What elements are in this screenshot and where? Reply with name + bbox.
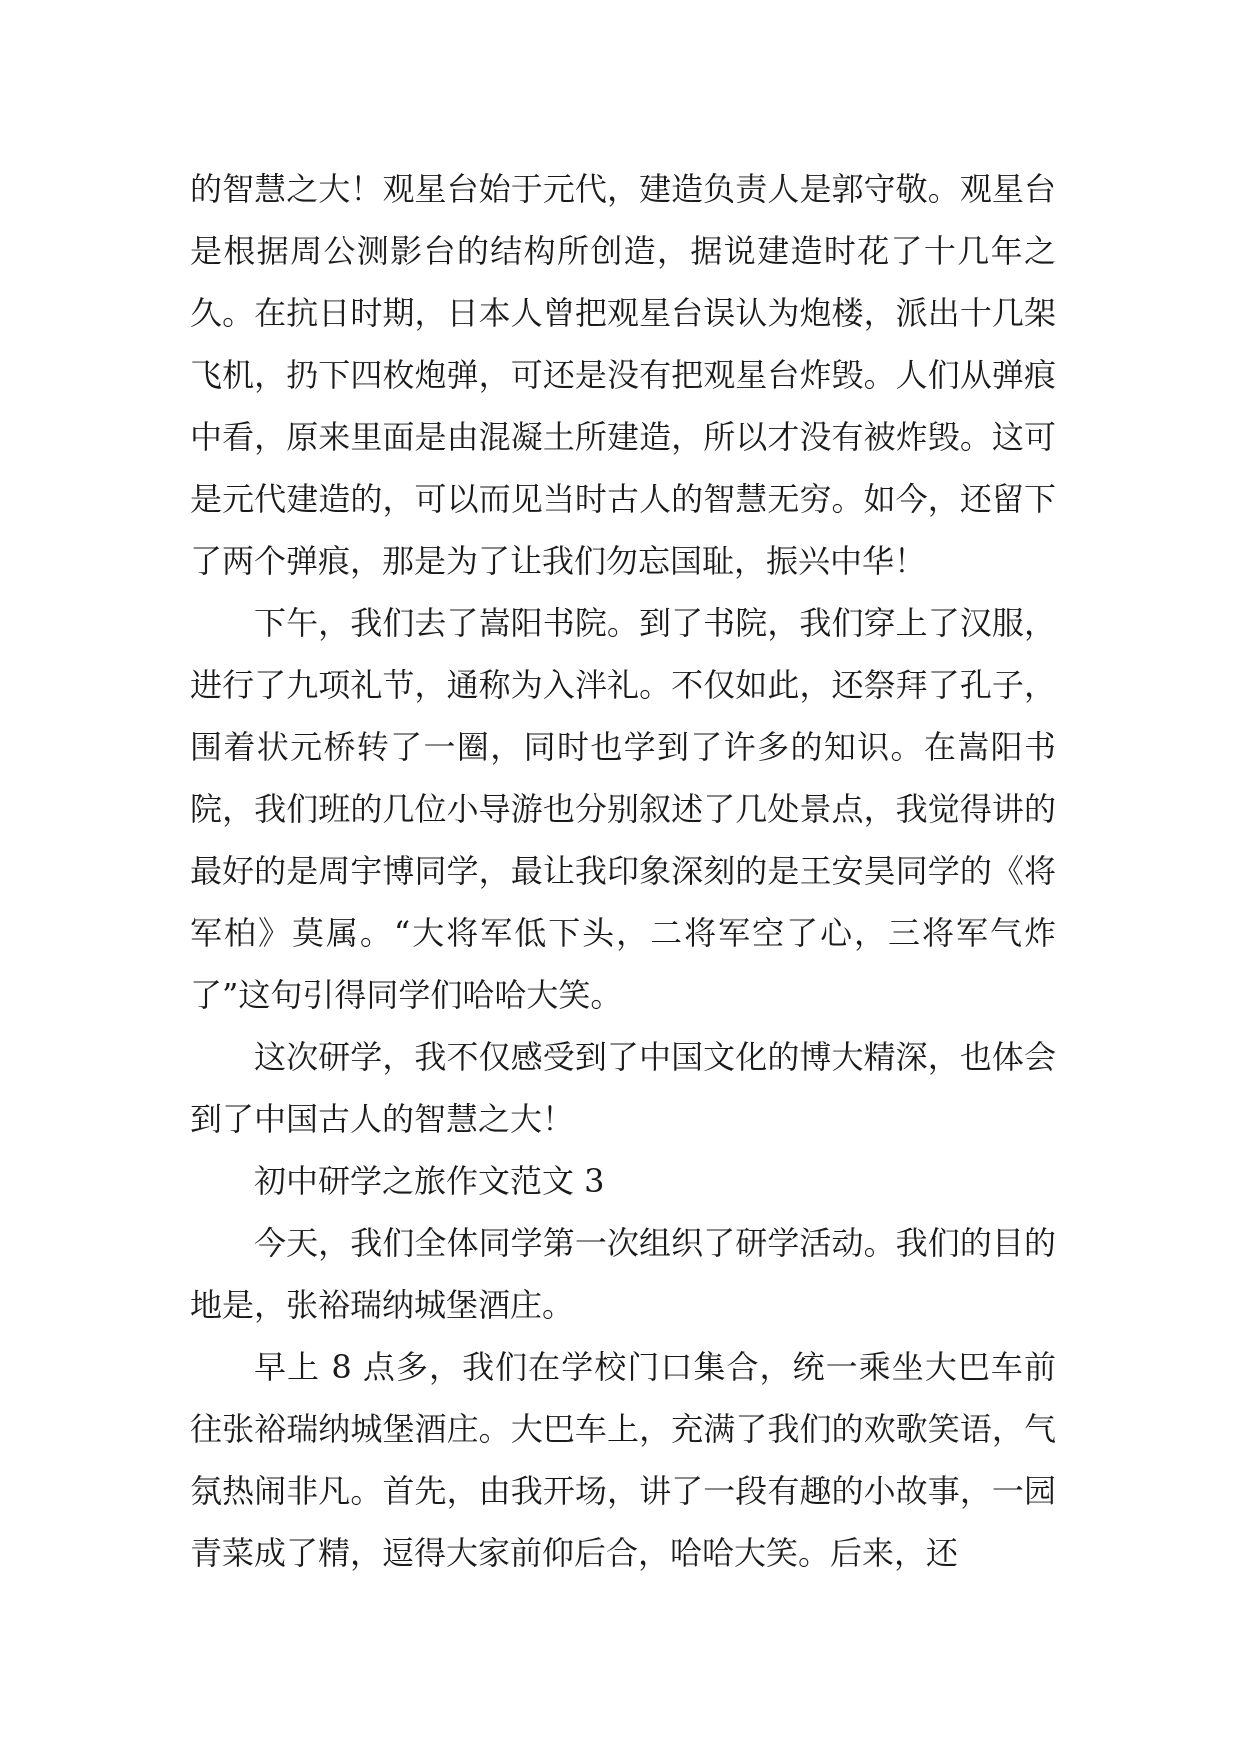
section-heading: 初中研学之旅作文范文 3 [254, 1162, 605, 1200]
paragraph-1: 的智慧之大！观星台始于元代，建造负责人是郭守敬。观星台是根据周公测影台的结构所创造，据说建造时花了十几年之久。在抗日时期，日本人曾把观星台误认为炮楼，派出十几架飞机，扔下四枚炮弹，可还是没有把观星台炸毁。人们从弹痕中看，原来里面是由混凝土所建造，所以才没有被炸毁。这可是元代建造的，可以而见当时古人的智慧无穷。如今，还留下了两个弹痕，那是为了让我们勿忘国耻，振兴中华！ [190, 170, 1056, 580]
paragraph-5: 今天，我们全体同学第一次组织了研学活动。我们的目的地是，张裕瑞纳城堡酒庄。 [190, 1224, 1056, 1324]
paragraph-2: 下午，我们去了嵩阳书院。到了书院，我们穿上了汉服，进行了九项礼节，通称为入泮礼。不仅如此，还祭拜了孔子，围着状元桥转了一圈，同时也学到了许多的知识。在嵩阳书院，我们班的几位小导游也分别叙述了几处景点，我觉得讲的最好的是周宇博同学，最让我印象深刻的是王安昊同学的《将军柏》莫属。“大将军低下头，二将军空了心，三将军气炸了”这句引得同学们哈哈大笑。 [190, 604, 1056, 1014]
paragraph-6: 早上 8 点多，我们在学校门口集合，统一乘坐大巴车前往张裕瑞纳城堡酒庄。大巴车上，充满了我们的欢歌笑语，气氛热闹非凡。首先，由我开场，讲了一段有趣的小故事，一园青菜成了精，逗得大家前仰后合，哈哈大笑。后来，还 [190, 1348, 1056, 1572]
document-page [190, 158, 1056, 1584]
paragraph-3: 这次研学，我不仅感受到了中国文化的博大精深，也体会到了中国古人的智慧之大！ [190, 1038, 1056, 1138]
